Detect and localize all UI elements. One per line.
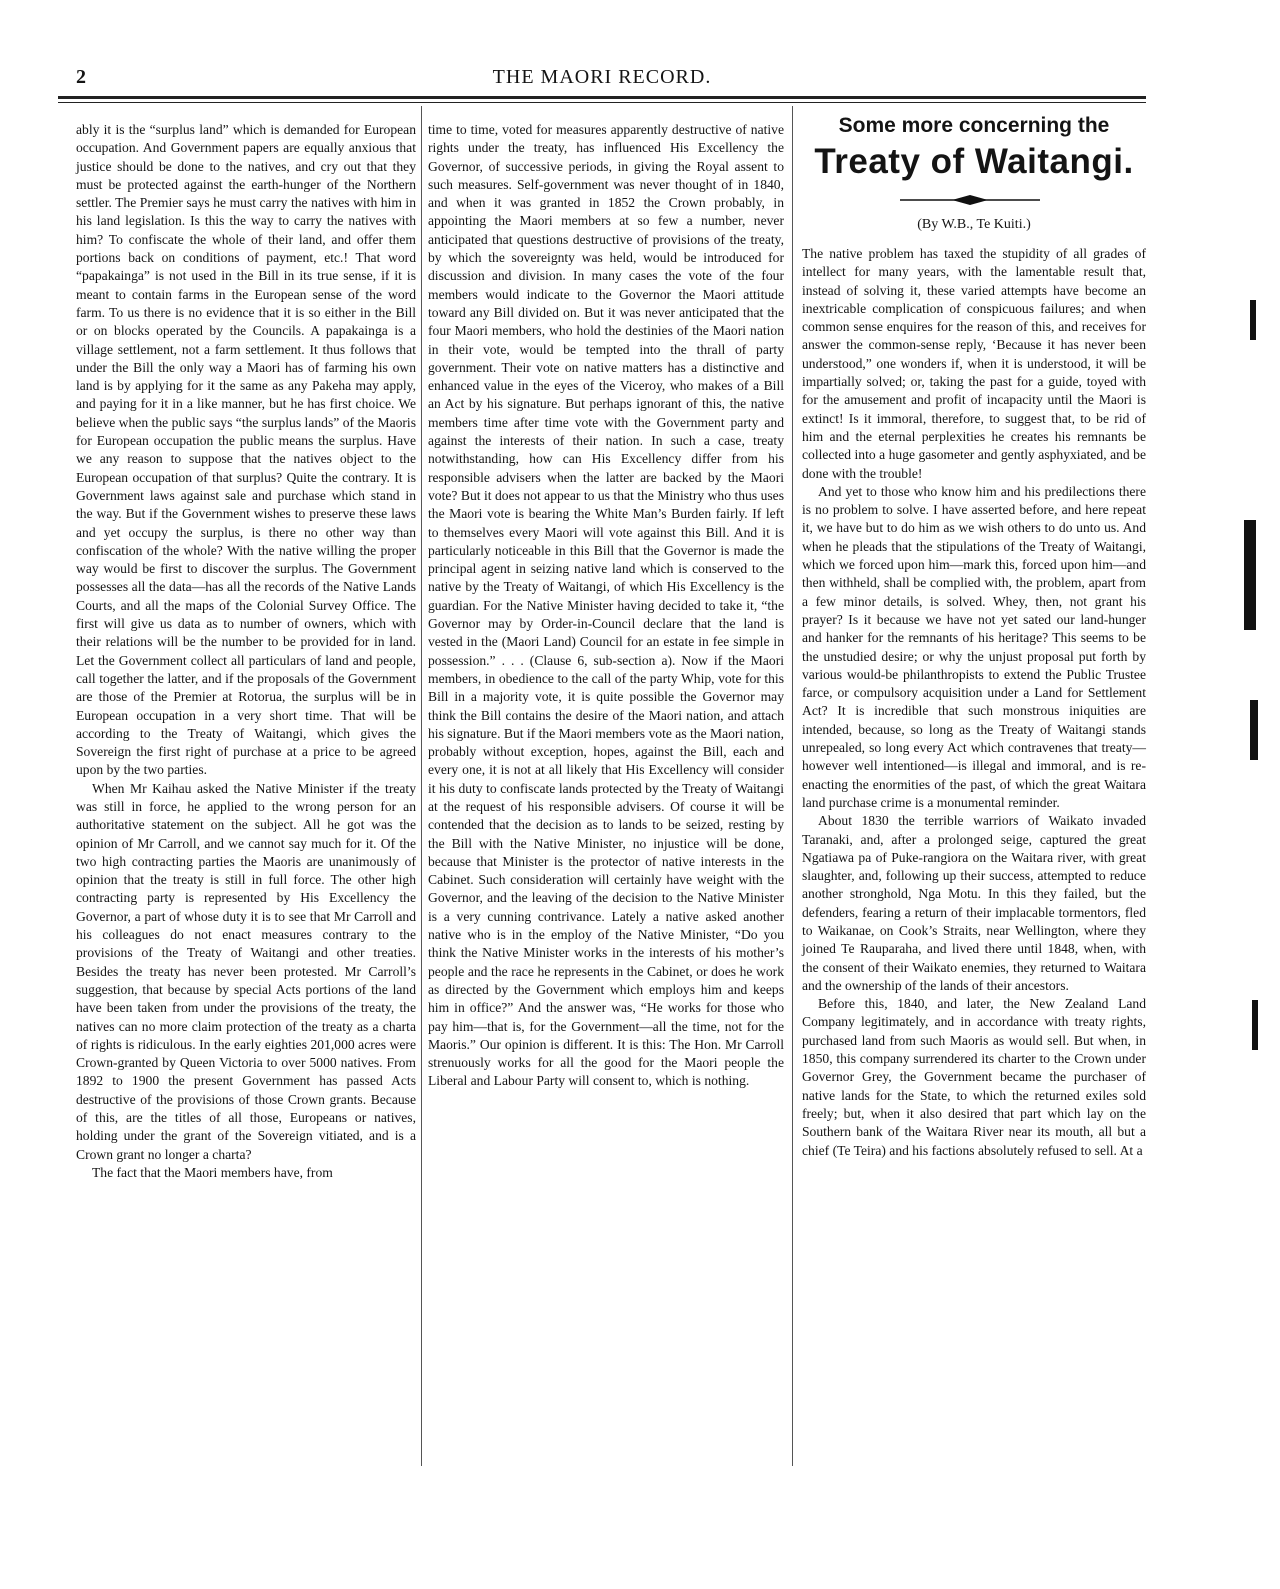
column-divider (421, 106, 422, 1466)
paragraph: When Mr Kaihau asked the Native Minister if the treaty was still in force, he applied to the wrong person for an authoritative statement on the subject. All he got was the opinion of Mr Carroll, and we cannot say much for it. Of the two high contracting parties the Maoris are unanimously of opinion that the treaty is still in full force. The other high contracting party is represented by His Excellency the Governor, a part of whose duty it is to see that Mr Carroll and his colleagues do not enact measures contrary to the provisions of the Treaty of Waitangi and other treaties. Besides the treaty has never been protested. Mr Carroll’s suggestion, that because by special Acts portions of the land have been taken from under the provisions of the treaty, the natives can no more claim protection of the treaty as a charta of rights is ridiculous. In the early eighties 201,000 acres were Crown-granted by Queen Victoria to over 5000 natives. From 1892 to 1900 the present Government has passed Acts destructive of the provisions of those Crown grants. Because of this, are the titles of all those, Europeans or natives, holding under the grant of the Sovereign vitiated, and is a Crown grant no longer a charta? (76, 780, 416, 1162)
column-1 (76, 121, 416, 1182)
scan-edge-mark (1244, 520, 1256, 630)
column-2 (428, 121, 784, 1091)
paragraph: Before this, 1840, and later, the New Zealand Land Company legitimately, and in accordance with treaty rights, purchased land from such Maoris as would sell. But when, in 1850, this company surrendered its charter to the Crown under Governor Grey, the Government became the purchaser of native lands for the State, to which the returned exiles sold freely; but, when it also desired that part which lay on the Southern bank of the Waitara River near its mouth, all but a chief (Te Teira) and his factions absolutely refused to sell. At a (802, 996, 1146, 1158)
paragraph: And yet to those who know him and his predilections there is no problem to solve. I have asserted before, and here repeat it, we have but to do him as we wish others to do unto us. And when he pleads that the stipulations of the Treaty of Waitangi, which we forced upon him—mark this, forced upon him—and then withheld, shall be complied with, the problem, apart from a few minor details, is solved. Whey, then, not grant his prayer? Is it because we have not yet sated our land-hunger and hanker for the remnants of his heritage? This seems to be the unstudied desire; or why the unjust proposal put forth by various would-be philanthropists to extend the Public Trustee farce, or compulsory acquisition under a Land for Settlement Act? It is incredible that such monstrous iniquities are intended, because, so long as the Treaty of Waitangi stands unrepealed, so long every Act which contravenes that treaty—however well intentioned—is illegal and immoral, and is re-enacting the enormities of the past, of which the great Waitara land purchase crime is a monumental reminder. (802, 483, 1146, 810)
publication-title: THE MAORI RECORD. (492, 66, 712, 88)
column-divider (792, 106, 793, 1466)
scan-edge-mark (1250, 700, 1258, 760)
paragraph: About 1830 the terrible warriors of Waikato invaded Taranaki, and, after a prolonged seige, captured the great Ngatiawa pa of Puke-rangiora on the Waitara river, with great slaughter, and, following up their success, attempted to reduce another stronghold, Nga Motu. In this they failed, but the defenders, fearing a return of their implacable tormentors, fled to Waikanae, on Cook’s Straits, near Wellington, where they joined Te Rauparaha, and lived there until 1848, when, with the consent of their Waikato enemies, they returned to Waitara and the ownership of the lands of their ancestors. (802, 813, 1146, 993)
paragraph: The fact that the Maori members have, from (92, 1164, 333, 1180)
paragraph: ably it is the “surplus land” which is demanded for European occupation. And Government papers are equally anxious that justice should be done to the natives, and cry out that they must be protected against the earth-hunger of the Northern settler. The Premier says he must carry the natives with him in his land legislation. Is this the way to carry the natives with him? To confiscate the whole of their land, and offer them portions back on conditions of payment, etc.! That word “papakainga” is not used in the Bill in its true sense, if it is meant to contain farms in the European sense of the word farm. To us there is no evidence that it is so either in the Bill or on blocks operated by the Councils. A papakainga is a village settlement, not a farm settlement. It thus follows that under the Bill the only way a Maori has of farming his own land is by applying for it the same as any Pakeha may apply, and paying for it in a like manner, but he has first choice. We believe when the public says “the surplus lands” of the Maoris for European occupation the public means the surplus. Have we any reason to suppose that the natives object to the European occupation of that surplus? Quite the contrary. It is Government laws against sale and purchase which stand in the way. But if the Government wishes to preserve these laws and yet occupy the surplus, is there no other way than confiscation of the whole? With the native willing the proper way would be first to discover the surplus. The Government possesses all the data—has all the records of the Native Lands Courts, and all the maps of the Colonial Survey Office. The first will give us data as to number of owners, which with their relations will be the number to be provided for in land. Let the Government collect all particulars of land and people, call together the latter, and if the proposals of the Government are those of the Premier at Rotorua, the surplus will be in European occupation in a very short time. That will be according to the Treaty of Waitangi, which gives the Sovereign the first right of purchase at a price to be agreed upon by the two parties. (76, 122, 416, 778)
article-headline: Treaty of Waitangi. (814, 142, 1134, 181)
page-number: 2 (76, 66, 86, 88)
article-headline-top: Some more concerning the (838, 114, 1110, 137)
column-3 (802, 245, 1146, 1160)
paragraph: time to time, voted for measures apparently destructive of native rights under the treaty, has influenced His Excellency the Governor, of successive periods, in giving the Royal assent to such measures. Self-government was never thought of in 1840, and when it was granted in 1852 the Crown probably, in appointing the Maori members at so few a number, never anticipated that questions destructive of provisions of the treaty, by which the sovereignty was held, would be introduced for discussion and division. In many cases the vote of the four members would indicate to the Governor the Maori attitude toward any Bill divided on. But it was never anticipated that the four Maori members, who hold the destinies of the Maori nation in their vote, would be tempted into the thrall of party government. Their vote on native matters has a distinctive and enhanced value in the eyes of the Viceroy, who makes of a Bill an Act by his signature. But perhaps ignorant of this, the native members time after time vote with the Government party and against the interests of their nation. In such a case, treaty notwithstanding, how can His Excellency differ from his responsible advisers when the latter are backed by the Maori vote? But it does not appear to us that the Ministry who thus uses the Maori vote is bearing the White Man’s Burden fairly. If left to themselves every Maori will vote against this Bill. And it is particularly noticeable in this Bill that the Governor is made the principal agent in seizing native land which is conserved to the native by the Treaty of Waitangi, of which His Excellency is the guardian. For the Native Minister having decided to take it, “the Governor may by Order-in-Council declare that the land is vested in the (Maori Land) Council for an estate in fee simple in possession.” . . . (Clause 6, sub-section a). Now if the Maori members, in obedience to the call of the party Whip, vote for this Bill in a majority vote, it is quite possible the Governor may think the Bill contains the desire of the Maori nation, and attach his signature. But if the Maori members vote as the Maori nation, probably without exception, hopes, against the Bill, each and every one, it is not at all likely that His Excellency will consider it his duty to confiscate lands protected by the Treaty of Waitangi at the request of his responsible advisers. Of course it will be contended that the decision as to lands to be seized, resting by the Bill with the Native Minister, no injustice will be done, because that Minister is the protector of native interests in the Cabinet. Such consideration will certainly have weight with the Governor, and the leaving of the decision to the Native Minister is a very cunning contrivance. Lately a native asked another native who is in the employ of the Native Minister, “Do you think the Native Minister works in the interests of his mother’s people and the race he represents in the Cabinet, or does he work as directed by the Government which employs him and keeps him in office?” And the answer was, “He works for those who pay him—that is, for the Government—all the time, not for the Maoris.” Our opinion is different. It is this: The Hon. Mr Carroll strenuously works for all the good for the Maori people the Liberal and Labour Party will consent to, which is nothing. (428, 122, 785, 1089)
masthead (58, 62, 1146, 92)
header-rule-thin (58, 102, 1146, 103)
byline: (By W.B., Te Kuiti.) (917, 217, 1031, 232)
ornament-rule (900, 194, 1040, 206)
scan-edge-mark (1252, 1000, 1258, 1050)
header-rule (58, 96, 1146, 99)
paragraph: The native problem has taxed the stupidity of all grades of intellect for many years, with the lamentable result that, instead of solving it, these varied attempts have become an inextricable complication of conspicuous failures; and when common sense enquires for the reason of this, and receives for answer the common-sense reply, ‘Because it has never been understood,” one wonders if, when it is understood, it will be impartially solved; or, taking the past for a guide, toyed with for the amusement and profit of incapacity until the Maori is extinct! Is it immoral, therefore, to suggest that, to be rid of him and the eternal perplexities he creates his remnants be collected into a huge gasometer and gently asphyxiated, and be done with the trouble! (802, 246, 1146, 481)
scan-edge-mark (1250, 300, 1256, 340)
